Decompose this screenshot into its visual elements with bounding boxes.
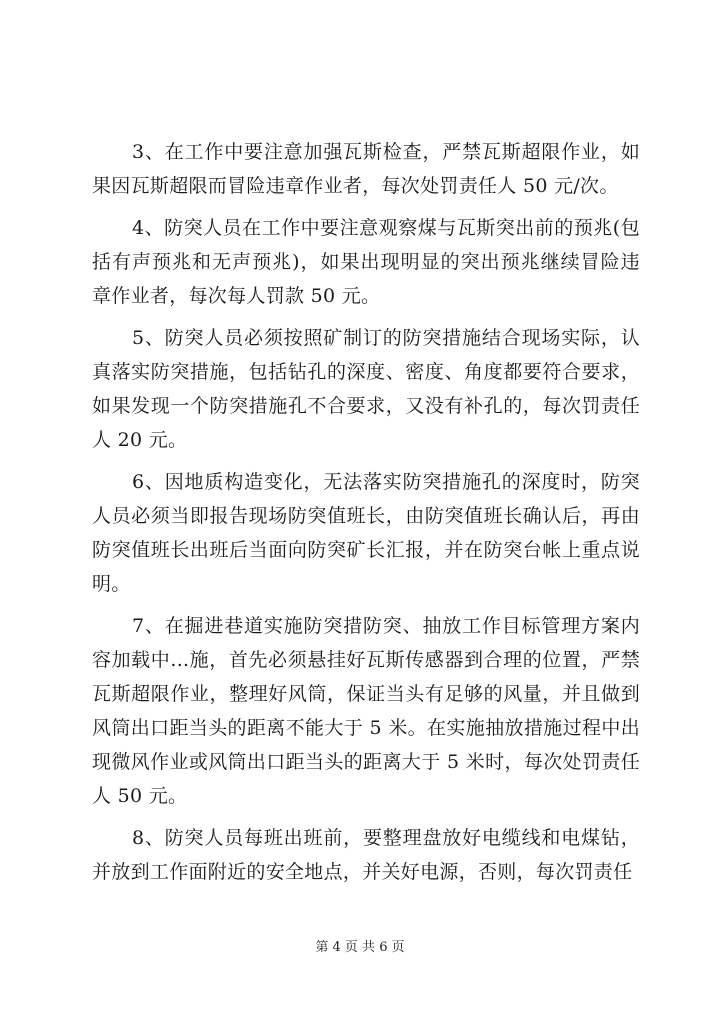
paragraph-item-5: 5、防突人员必须按照矿制订的防突措施结合现场实际，认真落实防突措施，包括钻孔的深度、密度、角度都要符合要求，如果发现一个防突措施孔不合要求，又没有补孔的，每次罚责任人 20 元。 <box>92 327 640 451</box>
document-body <box>92 135 640 897</box>
page-number-footer: 第 4 页 共 6 页 <box>315 940 405 955</box>
paragraph-item-7: 7、在掘进巷道实施防突措防突、抽放工作目标管理方案内容加载中...施，首先必须悬挂好瓦斯传感器到合理的位置，严禁瓦斯超限作业，整理好风筒，保证当头有足够的风量，并且做到风筒出口距当头的距离不能大于 5 米。在实施抽放措施过程中出现微风作业或风筒出口距当头的距离大于 5 米时，每次处罚责任人 50 元。 <box>92 615 640 807</box>
paragraph-item-3: 3、在工作中要注意加强瓦斯检查，严禁瓦斯超限作业，如果因瓦斯超限而冒险违章作业者，每次处罚责任人 50 元/次。 <box>92 141 640 197</box>
paragraph-item-4: 4、防突人员在工作中要注意观察煤与瓦斯突出前的预兆(包括有声预兆和无声预兆)，如果出现明显的突出预兆继续冒险违章作业者，每次每人罚款 50 元。 <box>92 217 640 307</box>
paragraph-item-8: 8、防突人员每班出班前，要整理盘放好电缆线和电煤钻，并放到工作面附近的安全地点，并关好电源，否则，每次罚责任 <box>92 827 640 883</box>
paragraph-item-6: 6、因地质构造变化，无法落实防突措施孔的深度时，防突人员必须当即报告现场防突值班长，由防突值班长确认后，再由防突值班长出班后当面向防突矿长汇报，并在防突台帐上重点说明。 <box>92 471 640 595</box>
